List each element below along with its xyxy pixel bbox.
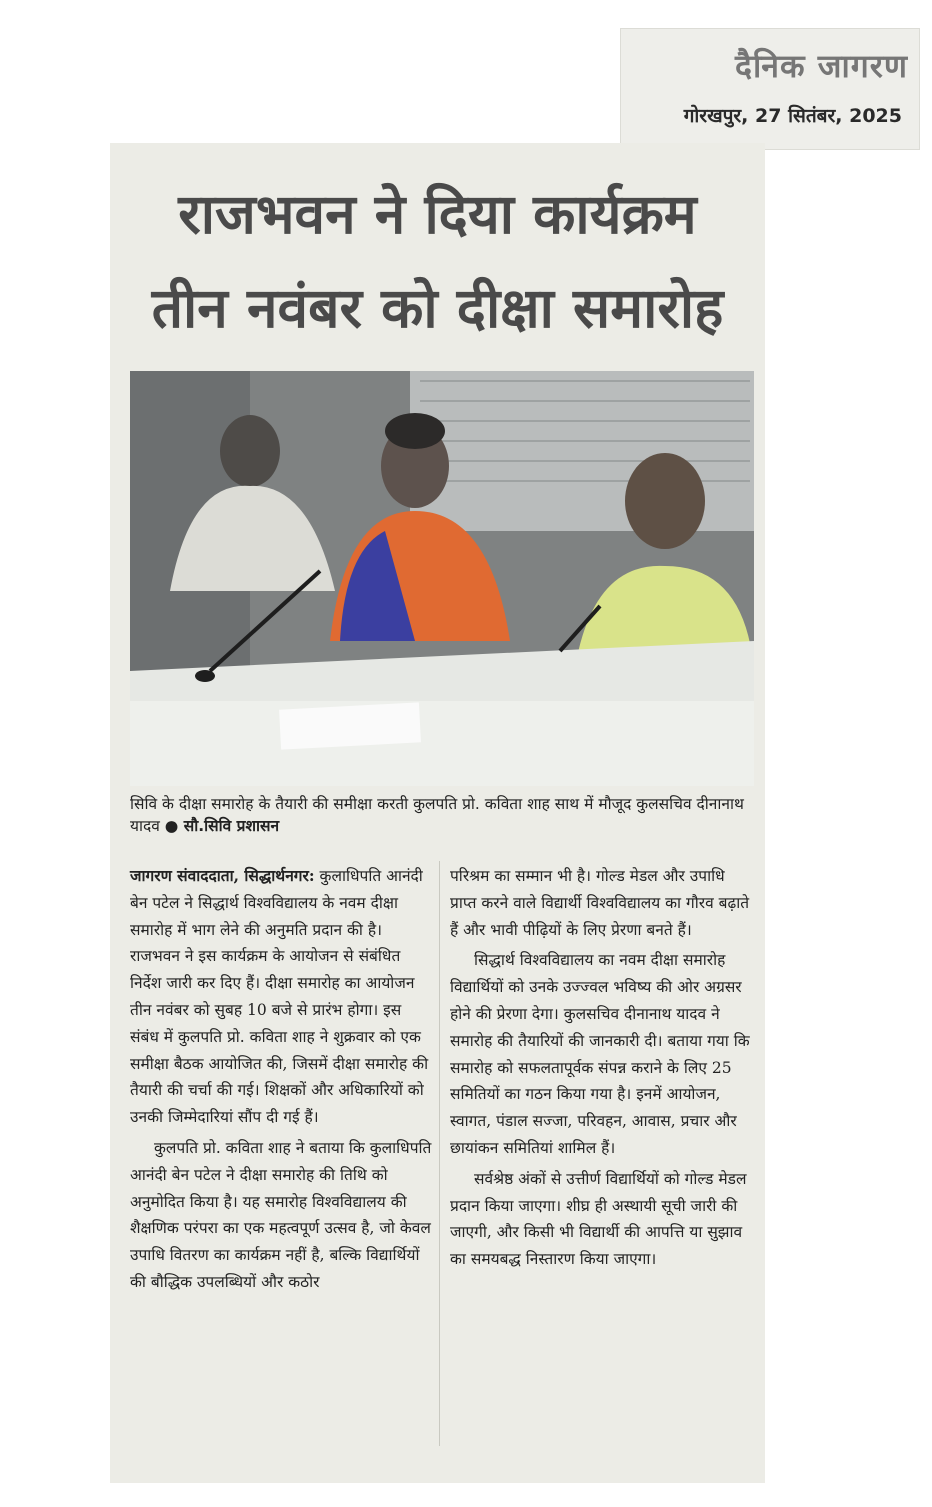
photo-credit: ● सौ.सिवि प्रशासन (164, 817, 280, 835)
column-divider (439, 861, 440, 1446)
article-paragraph-2: कुलपति प्रो. कविता शाह ने बताया कि कुलाधिपति आनंदी बेन पटेल ने दीक्षा समारोह की तिथि को अनुमोदित किया है। यह समारोह विश्वविद्यालय की शैक्षणिक परंपरा का एक महत्वपूर्ण उत्सव है, जो केवल उपाधि वितरण का कार्यक्रम नहीं है, बल्कि विद्यार्थियों की बौद्धिक उपलब्धियों और कठोर (130, 1138, 432, 1291)
article-byline: जागरण संवाददाता, सिद्धार्थनगर: (130, 866, 315, 885)
article-paragraph-4: सर्वश्रेष्ठ अंकों से उत्तीर्ण विद्यार्थियों को गोल्ड मेडल प्रदान किया जाएगा। शीघ्र ही अस्थायी सूची जारी की जाएगी, और किसी भी विद्यार्थी की आपत्ति या सुझाव का समयबद्ध निस्तारण किया जाएगा। (450, 1169, 747, 1269)
article-paragraph-2-continued: परिश्रम का सम्मान भी है। गोल्ड मेडल और उपाधि प्राप्त करने वाले विद्यार्थी विश्वविद्यालय का गौरव बढ़ाते हैं और भावी पीढ़ियों के लिए प्रेरणा बनते हैं। (450, 867, 750, 939)
headline-line-2: तीन नवंबर को दीक्षा समारोह (151, 276, 724, 340)
article-clipping (110, 143, 765, 1483)
masthead-clipping (620, 28, 920, 150)
headline-line-1: राजभवन ने दिया कार्यक्रम (178, 182, 697, 246)
article-paragraph-1: कुलाधिपति आनंदी बेन पटेल ने सिद्धार्थ विश्वविद्यालय के नवम दीक्षा समारोह में भाग लेने की अनुमति प्रदान की है। राजभवन ने इस कार्यक्रम के आयोजन से संबंधित निर्देश जारी कर दिए हैं। दीक्षा समारोह का आयोजन तीन नवंबर को सुबह 10 बजे से प्रारंभ होगा। इस संबंध में कुलपति प्रो. कविता शाह ने शुक्रवार को एक समीक्षा बैठक आयोजित की, जिसमें दीक्षा समारोह की तैयारी की चर्चा की गई। शिक्षकों और अधिकारियों को उनकी जिम्मेदारियां सौंप दी गई हैं। (130, 867, 429, 1127)
photo-caption (130, 793, 754, 837)
edition-date-line: गोरखपुर, 27 सितंबर, 2025 (683, 105, 902, 127)
article-paragraph-3: सिद्धार्थ विश्वविद्यालय का नवम दीक्षा समारोह विद्यार्थियों को उनके उज्ज्वल भविष्य की ओर अग्रसर होने की प्रेरणा देगा। कुलसचिव दीनानाथ यादव ने समारोह की तैयारियों की जानकारी दी। बताया गया कि समारोह को सफलतापूर्वक संपन्न कराने के लिए 25 समितियों का गठन किया गया है। इनमें आयोजन, स्वागत, पंडाल सज्जा, परिवहन, आवास, प्रचार और छायांकन समितियां शामिल हैं। (450, 951, 750, 1157)
photo-of-meeting-icon (130, 371, 754, 786)
caption-text: सिवि के दीक्षा समारोह के तैयारी की समीक्षा करती कुलपति प्रो. कविता शाह साथ में मौजूद कुलसचिव दीनानाथ यादव (130, 795, 744, 835)
article-column-right (450, 863, 753, 1273)
newspaper-name: दैनिक जागरण (734, 47, 908, 85)
article-photo (130, 371, 754, 786)
article-column-left (130, 863, 433, 1296)
